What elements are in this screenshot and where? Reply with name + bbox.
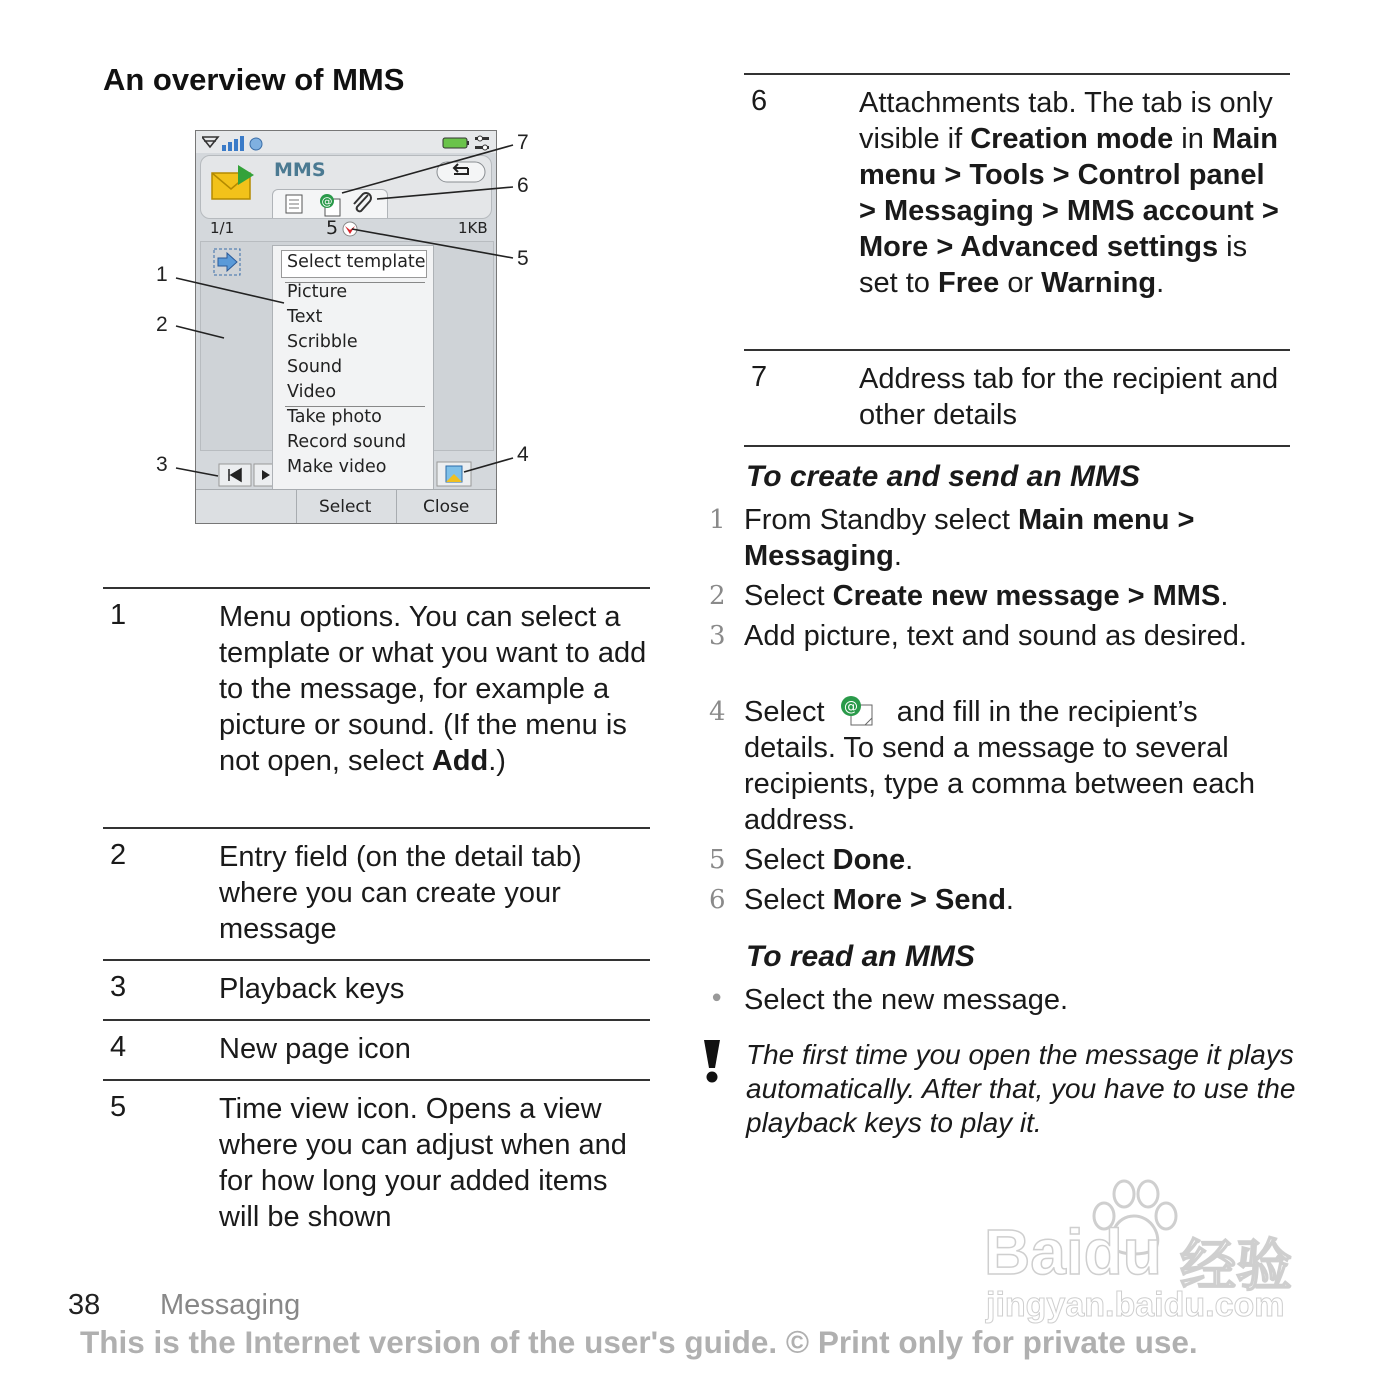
page-indicator: 1/1 [210, 219, 235, 237]
section-heading-create: To create and send an MMS [746, 460, 1140, 493]
timer-value: 5 [326, 217, 339, 239]
step-number: 1 [709, 505, 726, 535]
table-row-desc: Time view icon. Opens a view where you can adjust when and for how long your added items will be shown [219, 1093, 627, 1233]
table-rule [103, 587, 650, 589]
table-rule [103, 959, 650, 961]
callout-3: 3 [156, 453, 168, 476]
svg-text:@: @ [321, 195, 333, 208]
callout-4: 4 [517, 443, 529, 466]
menu-item-scribble[interactable]: Scribble [287, 332, 358, 352]
page-number: 38 [68, 1289, 101, 1321]
svg-text:@: @ [843, 699, 858, 715]
menu-item-video[interactable]: Video [287, 382, 337, 402]
menu-item-sound[interactable]: Sound [287, 357, 343, 377]
menu-item-record-sound[interactable]: Record sound [287, 432, 407, 452]
message-size: 1KB [458, 219, 488, 237]
table-rule [744, 445, 1290, 447]
step-text: Select Create new message > MMS. [744, 580, 1229, 612]
table-row-desc: Address tab for the recipient and other details [859, 363, 1279, 431]
bullet-text: Select the new message. [744, 984, 1069, 1016]
table-rule [103, 827, 650, 829]
table-row-num: 1 [110, 599, 127, 631]
callout-5: 5 [517, 247, 529, 270]
note-text: The first time you open the message it plays automatically. After that, you have to use the playback keys to play it. [746, 1039, 1296, 1138]
table-rule [744, 73, 1290, 75]
table-rule [744, 349, 1290, 351]
table-rule [103, 1079, 650, 1081]
select-softkey[interactable]: Select [319, 497, 372, 517]
close-softkey[interactable]: Close [423, 497, 470, 517]
table-rule [103, 1019, 650, 1021]
exclamation-icon [700, 1038, 724, 1084]
callout-7: 7 [517, 131, 529, 154]
table-row-desc: New page icon [219, 1033, 411, 1065]
table-row-num: 3 [110, 971, 127, 1003]
table-row-num: 5 [110, 1091, 127, 1123]
step-text: Select @ and fill in the recipient’s details. To send a message to several recipients, type a comma between each address. [744, 696, 1255, 836]
section-name: Messaging [160, 1289, 301, 1321]
bullet: • [709, 984, 725, 1014]
step-number: 3 [709, 621, 726, 651]
table-row-num: 7 [751, 361, 768, 393]
table-row-desc: Entry field (on the detail tab) where you can create your message [219, 841, 582, 945]
menu-item-text[interactable]: Text [287, 307, 323, 327]
menu-item-select-template[interactable]: Select template [287, 252, 426, 272]
menu-item-make-video[interactable]: Make video [287, 457, 387, 477]
callout-2: 2 [156, 313, 168, 336]
menu-item-picture[interactable]: Picture [287, 282, 348, 302]
page-title: An overview of MMS [103, 62, 405, 97]
menu-item-take-photo[interactable]: Take photo [287, 407, 382, 427]
step-text: From Standby select Main menu > Messaging. [744, 504, 1195, 572]
watermark-brand: Baidu [984, 1216, 1162, 1288]
app-label: MMS [274, 159, 326, 181]
step-text: Select More > Send. [744, 884, 1014, 916]
table-row-desc: Menu options. You can select a template or what you want to add to the message, for example a picture or sound. (If the menu is not open, select Add.) [219, 601, 647, 777]
table-row-desc: Playback keys [219, 973, 405, 1005]
watermark-url: jingyan.baidu.com [986, 1286, 1285, 1324]
table-row-num: 6 [751, 85, 768, 117]
step-text: Select Done. [744, 844, 914, 876]
callout-6: 6 [517, 174, 529, 197]
callout-1: 1 [156, 263, 168, 286]
table-row-desc: Attachments tab. The tab is only visible if Creation mode in Main menu > Tools > Control panel > Messaging > MMS account > More > Advanced settings is set to Free or Warning. [859, 87, 1279, 299]
step-text: Add picture, text and sound as desired. [744, 620, 1247, 652]
callout-lines [0, 0, 700, 540]
table-row-num: 2 [110, 839, 127, 871]
step-number: 6 [709, 885, 726, 915]
step-number: 5 [709, 845, 726, 875]
section-heading-read: To read an MMS [746, 940, 975, 973]
disclaimer: This is the Internet version of the user's guide. © Print only for private use. [80, 1324, 1198, 1360]
step-number: 4 [709, 697, 726, 727]
address-tab-icon [839, 695, 875, 727]
step-number: 2 [709, 581, 726, 611]
watermark-cn: 经验 [1180, 1234, 1292, 1297]
table-row-num: 4 [110, 1031, 127, 1063]
